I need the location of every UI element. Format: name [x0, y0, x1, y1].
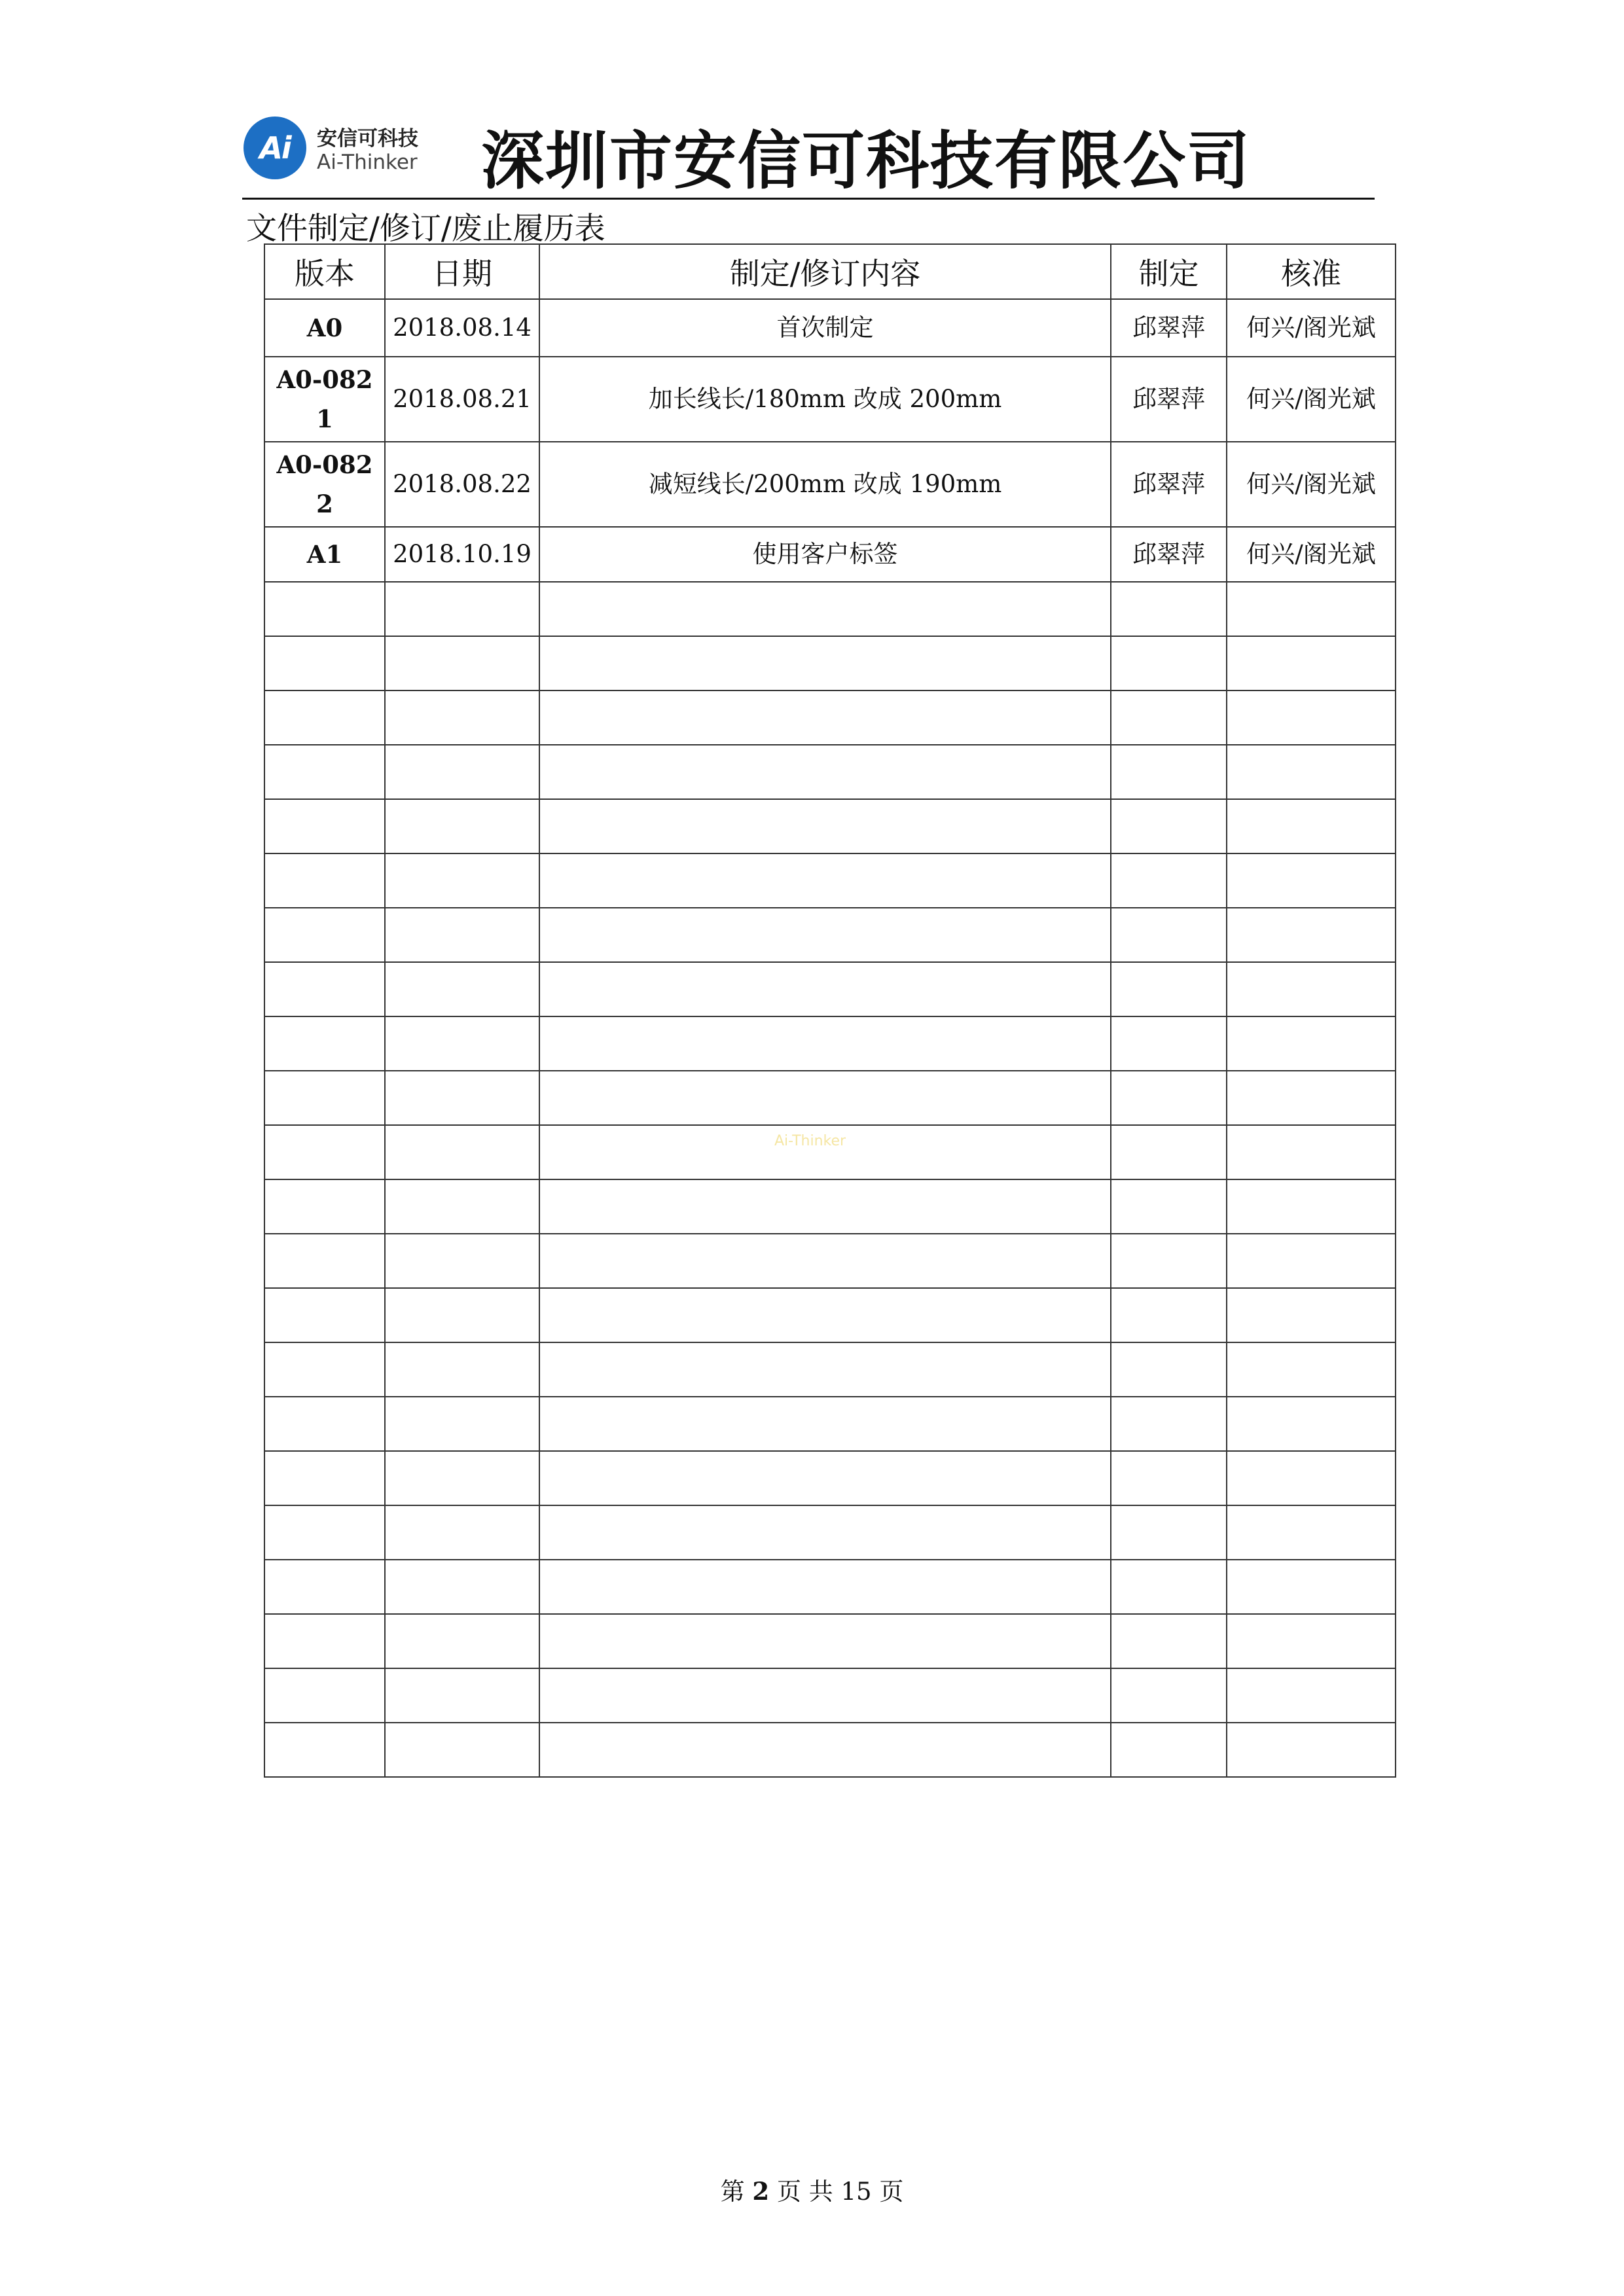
empty-cell [385, 691, 539, 745]
empty-cell [385, 1071, 539, 1125]
empty-table-row [264, 1397, 1396, 1451]
empty-cell [539, 1179, 1111, 1234]
empty-table-row [264, 853, 1396, 908]
empty-cell [539, 1451, 1111, 1505]
empty-cell [1111, 1234, 1227, 1288]
empty-cell [539, 962, 1111, 1016]
empty-cell [264, 1560, 385, 1614]
cell-author: 邱翠萍 [1111, 442, 1227, 527]
empty-table-row [264, 745, 1396, 799]
cell-version: A0-082 1 [264, 357, 385, 442]
header-approver: 核准 [1227, 244, 1396, 299]
empty-table-row [264, 691, 1396, 745]
company-logo [244, 117, 440, 187]
empty-cell [385, 908, 539, 962]
empty-cell [1111, 962, 1227, 1016]
empty-cell [264, 636, 385, 691]
empty-cell [1227, 1451, 1396, 1505]
empty-cell [264, 1451, 385, 1505]
cell-version: A1 [264, 527, 385, 582]
empty-cell [539, 1288, 1111, 1342]
page-footer [0, 2172, 1624, 2207]
cell-author: 邱翠萍 [1111, 357, 1227, 442]
empty-cell [539, 799, 1111, 853]
empty-cell [539, 853, 1111, 908]
footer-prefix: 第 [720, 2178, 745, 2206]
empty-cell [539, 636, 1111, 691]
empty-cell [385, 582, 539, 636]
empty-cell [1111, 1342, 1227, 1397]
cell-version: A0 [264, 299, 385, 357]
document-title: 文件制定/修订/废止履历表 [246, 211, 605, 247]
empty-table-row [264, 636, 1396, 691]
empty-cell [1227, 853, 1396, 908]
logo-english-name: Ai-Thinker [317, 151, 418, 174]
empty-cell [1111, 582, 1227, 636]
empty-cell [1111, 1125, 1227, 1179]
empty-table-row [264, 1288, 1396, 1342]
cell-approver: 何兴/阁光斌 [1227, 442, 1396, 527]
empty-table-row [264, 1179, 1396, 1234]
empty-cell [1111, 1397, 1227, 1451]
empty-table-row [264, 1723, 1396, 1777]
empty-table-row [264, 1451, 1396, 1505]
empty-cell [1111, 1288, 1227, 1342]
empty-cell [385, 1668, 539, 1723]
empty-cell [264, 1125, 385, 1179]
empty-cell [539, 908, 1111, 962]
cell-approver: 何兴/阁光斌 [1227, 527, 1396, 582]
empty-cell [1227, 691, 1396, 745]
empty-cell [264, 1234, 385, 1288]
empty-cell [539, 582, 1111, 636]
cell-version: A0-082 2 [264, 442, 385, 527]
cell-content: 使用客户标签 [539, 527, 1111, 582]
empty-table-row [264, 908, 1396, 962]
header-author: 制定 [1111, 244, 1227, 299]
footer-middle: 页 共 [776, 2178, 833, 2206]
empty-cell [1111, 1614, 1227, 1668]
empty-cell [264, 1342, 385, 1397]
empty-cell [1227, 1071, 1396, 1125]
empty-cell [1111, 908, 1227, 962]
empty-cell [385, 962, 539, 1016]
empty-cell [1227, 1397, 1396, 1451]
header-content: 制定/修订内容 [539, 244, 1111, 299]
empty-cell [1227, 1614, 1396, 1668]
header-version: 版本 [264, 244, 385, 299]
empty-table-row [264, 1505, 1396, 1560]
empty-cell [539, 1614, 1111, 1668]
empty-cell [1111, 1723, 1227, 1777]
empty-cell [385, 1125, 539, 1179]
empty-cell [1111, 1505, 1227, 1560]
empty-cell [1111, 1560, 1227, 1614]
cell-approver: 何兴/阁光斌 [1227, 299, 1396, 357]
empty-cell [1111, 745, 1227, 799]
empty-table-row [264, 1071, 1396, 1125]
empty-cell [1227, 636, 1396, 691]
company-name: 深圳市安信可科技有限公司 [481, 124, 1251, 198]
empty-cell [1111, 1668, 1227, 1723]
empty-cell [385, 799, 539, 853]
empty-table-row [264, 582, 1396, 636]
empty-cell [1227, 1668, 1396, 1723]
header-date: 日期 [385, 244, 539, 299]
empty-cell [264, 1071, 385, 1125]
table-row [264, 299, 1396, 357]
empty-cell [264, 745, 385, 799]
empty-cell [1227, 1016, 1396, 1071]
cell-approver: 何兴/阁光斌 [1227, 357, 1396, 442]
empty-cell [385, 1723, 539, 1777]
empty-cell [1227, 582, 1396, 636]
empty-cell [539, 1071, 1111, 1125]
footer-suffix: 页 [879, 2178, 904, 2206]
logo-chinese-name: 安信可科技 [317, 127, 418, 151]
empty-cell [264, 1505, 385, 1560]
logo-mark: Ai [244, 117, 306, 179]
empty-cell [1227, 1342, 1396, 1397]
empty-table-row [264, 1668, 1396, 1723]
empty-cell [264, 908, 385, 962]
header-divider [242, 198, 1375, 200]
empty-cell [1227, 962, 1396, 1016]
empty-cell [539, 1342, 1111, 1397]
table-header-row [264, 244, 1396, 299]
empty-cell [1227, 799, 1396, 853]
empty-table-row [264, 1614, 1396, 1668]
empty-cell [1227, 908, 1396, 962]
empty-cell [385, 1016, 539, 1071]
empty-cell [1111, 691, 1227, 745]
empty-cell [1227, 1288, 1396, 1342]
cell-date: 2018.10.19 [385, 527, 539, 582]
empty-cell [1227, 745, 1396, 799]
empty-cell [385, 1234, 539, 1288]
empty-cell [385, 853, 539, 908]
empty-cell [539, 745, 1111, 799]
footer-page-number: 2 [752, 2177, 770, 2206]
empty-cell [1111, 1451, 1227, 1505]
empty-cell [539, 1234, 1111, 1288]
empty-cell [1111, 636, 1227, 691]
empty-cell [385, 745, 539, 799]
empty-cell [1227, 1179, 1396, 1234]
empty-cell [385, 1397, 539, 1451]
empty-cell [1227, 1560, 1396, 1614]
table-row [264, 442, 1396, 527]
empty-cell [539, 1560, 1111, 1614]
cell-content: 减短线长/200mm 改成 190mm [539, 442, 1111, 527]
empty-cell [1227, 1125, 1396, 1179]
empty-table-row [264, 1234, 1396, 1288]
empty-cell [1111, 1179, 1227, 1234]
empty-cell [1111, 1016, 1227, 1071]
footer-total-pages: 15 [840, 2178, 872, 2206]
empty-cell [264, 853, 385, 908]
empty-cell [385, 1560, 539, 1614]
empty-cell [264, 1397, 385, 1451]
cell-author: 邱翠萍 [1111, 299, 1227, 357]
empty-cell [539, 1397, 1111, 1451]
empty-cell [385, 1451, 539, 1505]
empty-cell [1227, 1505, 1396, 1560]
empty-cell [539, 1723, 1111, 1777]
empty-cell [264, 1179, 385, 1234]
table-row [264, 357, 1396, 442]
empty-cell [264, 1614, 385, 1668]
cell-date: 2018.08.14 [385, 299, 539, 357]
empty-cell [385, 1614, 539, 1668]
empty-cell [385, 1288, 539, 1342]
empty-cell [385, 1179, 539, 1234]
cell-content: 加长线长/180mm 改成 200mm [539, 357, 1111, 442]
empty-cell [1111, 799, 1227, 853]
empty-cell [264, 1723, 385, 1777]
empty-cell [264, 1016, 385, 1071]
empty-table-row [264, 1016, 1396, 1071]
empty-cell [1111, 853, 1227, 908]
watermark: Ai-Thinker [774, 1133, 846, 1149]
empty-cell [539, 1668, 1111, 1723]
empty-cell [264, 962, 385, 1016]
empty-table-row [264, 1560, 1396, 1614]
empty-table-row [264, 799, 1396, 853]
empty-cell [264, 1668, 385, 1723]
cell-author: 邱翠萍 [1111, 527, 1227, 582]
cell-content: 首次制定 [539, 299, 1111, 357]
empty-table-row [264, 1342, 1396, 1397]
empty-cell [264, 799, 385, 853]
empty-cell [1227, 1723, 1396, 1777]
empty-cell [264, 1288, 385, 1342]
empty-cell [1227, 1234, 1396, 1288]
empty-cell [385, 1342, 539, 1397]
empty-cell [1111, 1071, 1227, 1125]
empty-cell [539, 691, 1111, 745]
empty-cell [264, 582, 385, 636]
table-row [264, 527, 1396, 582]
cell-date: 2018.08.21 [385, 357, 539, 442]
empty-cell [385, 1505, 539, 1560]
empty-cell [264, 691, 385, 745]
revision-history-table [264, 243, 1396, 1778]
empty-cell [539, 1016, 1111, 1071]
empty-cell [385, 636, 539, 691]
cell-date: 2018.08.22 [385, 442, 539, 527]
empty-cell [539, 1505, 1111, 1560]
empty-table-row [264, 962, 1396, 1016]
